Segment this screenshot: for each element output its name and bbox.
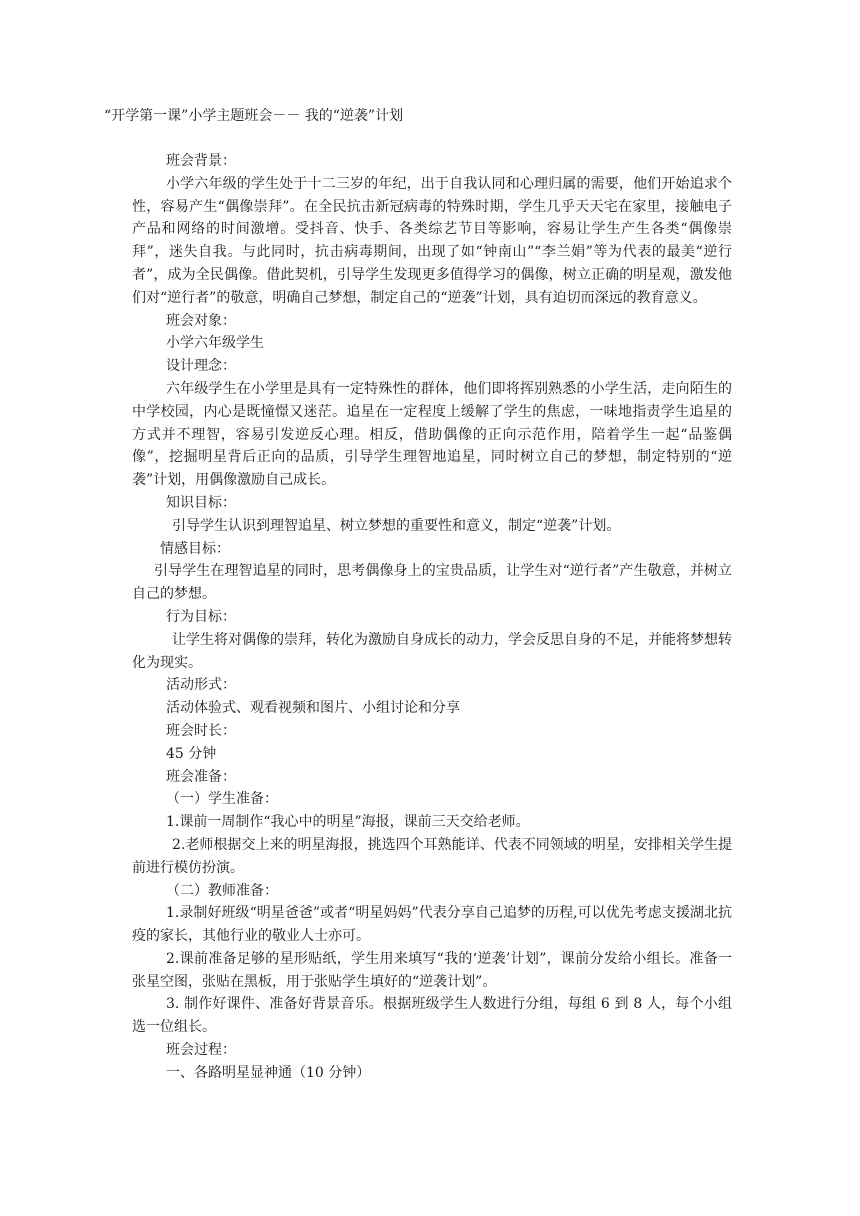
document-body <box>132 150 732 1085</box>
section-heading-1: 一、各路明星显神通（10 分钟） <box>166 1064 371 1081</box>
process-label: 班会过程： <box>166 1042 236 1059</box>
teacher-prep-label: （二）教师准备： <box>166 882 278 899</box>
duration-label: 班会时长： <box>166 722 236 739</box>
emotion-goal-text: 引导学生在理智追星的同时，思考偶像身上的宝贵品质，让学生对“逆行者”产生敬意，并树立自己的梦想。 <box>132 563 732 603</box>
document-title: “开学第一课”小学主题班会－－ 我的“逆袭”计划 <box>104 108 404 124</box>
knowledge-goal-label: 知识目标： <box>166 494 236 511</box>
target-label: 班会对象： <box>166 312 236 329</box>
activity-form-label: 活动形式： <box>166 677 236 694</box>
background-label: 班会背景： <box>166 153 236 169</box>
activity-form-text: 活动体验式、观看视频和图片、小组讨论和分享 <box>166 700 460 717</box>
teacher-prep-item-2: 2.课前准备足够的星形贴纸，学生用来填写“我的‘逆袭’计划”，课前分发给小组长。准备一张星空图，张贴在黑板，用于张贴学生填好的“逆袭计划”。 <box>132 950 732 990</box>
knowledge-goal-text: 引导学生认识到理智追星、树立梦想的重要性和意义，制定“逆袭”计划。 <box>172 517 621 534</box>
concept-paragraph: 六年级学生在小学里是具有一定特殊性的群体，他们即将挥别熟悉的小学生活，走向陌生的中学校园，内心是既憧憬又迷茫。追星在一定程度上缓解了学生的焦虑，一味地指责学生追星的方式并不理智，容易引发逆反心理。相反，借助偶像的正向示范作用，陪着学生一起“品鉴偶像”，挖掘明星背后正向的品质，引导学生理智地追星，同时树立自己的梦想，制定特别的“逆袭”计划，用偶像激励自己成长。 <box>132 380 732 489</box>
student-prep-label: （一）学生准备： <box>166 791 278 808</box>
target-text: 小学六年级学生 <box>166 335 264 352</box>
behavior-goal-text: 让学生将对偶像的崇拜，转化为激励自身成长的动力，学会反思自身的不足，并能将梦想转化为现实。 <box>132 631 732 671</box>
teacher-prep-item-3: 3. 制作好课件、准备好背景音乐。根据班级学生人数进行分组，每组 6 到 8 人，每个小组选一位组长。 <box>132 996 732 1036</box>
emotion-goal-label: 情感目标： <box>160 540 230 557</box>
student-prep-item-2: 2.老师根据交上来的明星海报，挑选四个耳熟能详、代表不同领域的明星，安排相关学生提前进行模仿扮演。 <box>132 836 732 876</box>
duration-text: 45 分钟 <box>166 745 217 762</box>
behavior-goal-label: 行为目标： <box>166 608 236 625</box>
teacher-prep-item-1: 1.录制好班级“明星爸爸”或者“明星妈妈”代表分享自己追梦的历程,可以优先考虑支援湖北抗疫的家长，其他行业的敬业人士亦可。 <box>132 905 732 945</box>
preparation-label: 班会准备： <box>166 768 236 785</box>
background-paragraph: 小学六年级的学生处于十二三岁的年纪，出于自我认同和心理归属的需要，他们开始追求个性，容易产生“偶像崇拜”。在全民抗击新冠病毒的特殊时期，学生几乎天天宅在家里，接触电子产品和网络的时间激增。受抖音、快手、各类综艺节目等影响，容易让学生产生各类“偶像崇拜”，迷失自我。与此同时，抗击病毒期间，出现了如“钟南山”“李兰娟”等为代表的最美“逆行者”，成为全民偶像。借此契机，引导学生发现更多值得学习的偶像，树立正确的明星观，激发他们对“逆行者”的敬意，明确自己梦想，制定自己的“逆袭”计划，具有迫切而深远的教育意义。 <box>132 175 732 306</box>
student-prep-item-1: 1.课前一周制作“我心中的明星”海报，课前三天交给老师。 <box>166 814 530 831</box>
concept-label: 设计理念： <box>166 358 236 375</box>
